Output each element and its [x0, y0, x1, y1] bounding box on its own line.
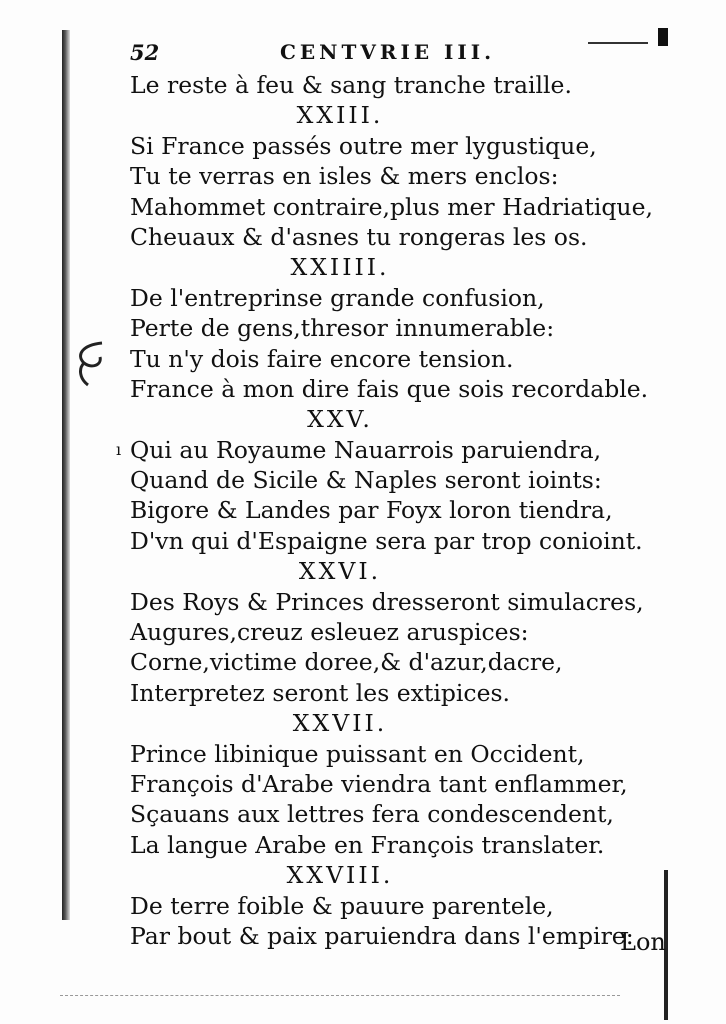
quatrain-number: XXVIII. — [286, 861, 394, 890]
verse-line: De l'entreprinse grande confusion, — [130, 283, 545, 312]
quatrain-number: XXVI. — [298, 557, 382, 586]
verse-line: François d'Arabe viendra tant enflammer, — [130, 769, 628, 798]
running-head: CENTVRIE III. — [280, 40, 496, 64]
page-header — [130, 40, 630, 70]
verse-line: Augures,creuz esleuez aruspices: — [130, 618, 529, 647]
quatrain-number: XXIIII. — [290, 253, 390, 282]
verse-line: Sçauans aux lettres fera condescendent, — [130, 800, 614, 829]
verse-line: France à mon dire fais que sois recordable. — [130, 374, 649, 403]
quatrain-number: XXIII. — [296, 101, 384, 130]
verse-line: Des Roys & Princes dresseront simulacres, — [130, 587, 644, 616]
quatrain-number: XXVII. — [292, 709, 388, 738]
verse-line: Corne,victime doree,& d'azur,dacre, — [130, 648, 563, 677]
poem-text — [130, 70, 690, 951]
page-number: 52 — [130, 40, 160, 65]
corner-mark — [658, 28, 668, 46]
verse-line: La langue Arabe en François translater. — [130, 830, 605, 859]
verse-line: Si France passés outre mer lygustique, — [130, 131, 597, 160]
quatrain-number: XXV. — [307, 405, 373, 434]
verse-line: Qui au Royaume Nauarrois paruiendra, — [130, 435, 602, 464]
verse-line: Perte de gens,thresor innumerable: — [130, 314, 555, 343]
verse-line: Par bout & paix paruiendra dans l'empire: — [130, 921, 634, 950]
verse-line: Mahommet contraire,plus mer Hadriatique, — [130, 192, 653, 221]
bottom-margin-noise — [60, 995, 620, 1002]
verse-line: D'vn qui d'Espaigne sera par trop conioint. — [130, 526, 643, 555]
verse-line: Tu te verras en isles & mers enclos: — [130, 162, 559, 191]
verse-line: Quand de Sicile & Naples seront ioints: — [130, 466, 602, 495]
verse-line: Tu n'y dois faire encore tension. — [130, 344, 514, 373]
verse-line: Prince libinique puissant en Occident, — [130, 739, 585, 768]
verse-line: De terre foible & pauure parentele, — [130, 891, 554, 920]
binding-shadow — [62, 30, 70, 920]
verse-line: Bigore & Landes par Foyx loron tiendra, — [130, 496, 613, 525]
verse-line: Interpretez seront les extipices. — [130, 678, 511, 707]
catchword: Lon — [620, 928, 666, 956]
verse-line: Cheuaux & d'asnes tu rongeras les os. — [130, 222, 588, 251]
verse-line: Le reste à feu & sang tranche traille. — [130, 71, 572, 99]
margin-mark: ı — [116, 440, 122, 459]
pen-annotation-icon — [72, 335, 112, 395]
